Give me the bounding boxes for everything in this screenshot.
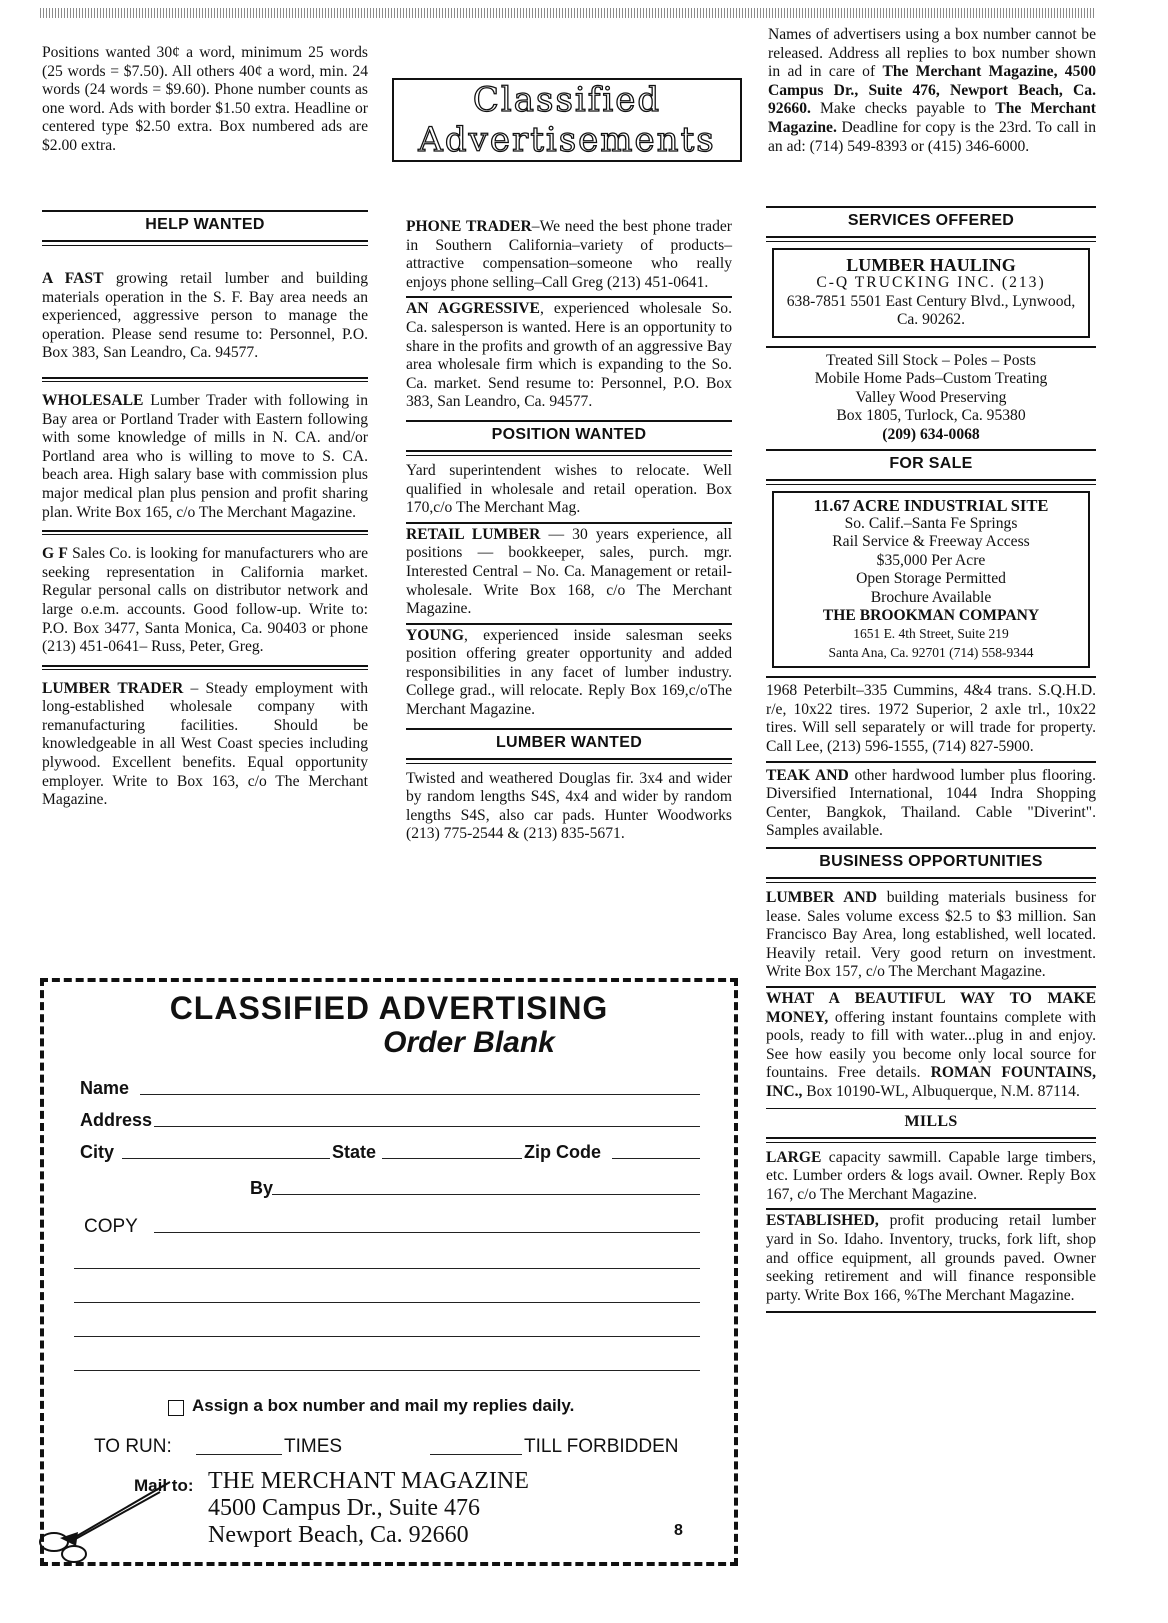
copy-field-line-3[interactable] bbox=[74, 1302, 700, 1303]
ad-company: ROMAN FOUNTAINS, INC., bbox=[766, 1064, 1096, 1100]
column-middle bbox=[406, 218, 732, 848]
site-line: Open Storage Permitted bbox=[856, 570, 1006, 588]
ad-phone-trader bbox=[406, 218, 732, 296]
order-blank-form bbox=[40, 978, 738, 1566]
title-line-2: Advertisements bbox=[418, 120, 716, 160]
sill-line: Box 1805, Turlock, Ca. 95380 bbox=[836, 407, 1026, 425]
mail-name: THE MERCHANT MAGAZINE bbox=[208, 1468, 529, 1494]
ad-teak bbox=[766, 767, 1096, 845]
state-label: State bbox=[332, 1142, 377, 1162]
ad-body: building materials business for lease. Sales volume excess $2.5 to $3 million. San Francisco Bay Area, long established, well located. Heavily retail. Very good return on investment. Write Box 157, c/o The Merchant Magazine. bbox=[766, 889, 1096, 981]
ad-industrial-site bbox=[772, 491, 1090, 669]
ad-lumber-hauling bbox=[772, 248, 1090, 338]
ad-lead: RETAIL LUMBER bbox=[406, 525, 541, 543]
mail-address-1: 4500 Campus Dr., Suite 476 bbox=[208, 1495, 481, 1521]
section-heading-services bbox=[766, 206, 1096, 238]
city-field[interactable] bbox=[122, 1158, 330, 1159]
mail-address-block bbox=[208, 1468, 529, 1549]
mills-heading: MILLS bbox=[904, 1112, 958, 1130]
ad-body: — 30 years experience, all positions — bookkeeper, sales, purch. mgr. Interested Central – No. Ca. Management or retail-wholesale. Write Box 168, c/o The Merchant Magazine. bbox=[406, 525, 732, 618]
services-offered-heading: SERVICES OFFERED bbox=[847, 212, 1015, 229]
column-help-wanted bbox=[42, 210, 368, 814]
ad-body: , experienced inside salesman seeks position offering greater opportunity and added responsibilities in any facet of lumber industry. College grad., will relocate. Reply Box 169,c/oThe Merchant Magazine. bbox=[406, 626, 732, 719]
sill-line: Mobile Home Pads–Custom Treating bbox=[814, 370, 1048, 388]
ad-fountains bbox=[766, 990, 1096, 1106]
ad-lead: G F bbox=[42, 545, 68, 563]
top-border-strip bbox=[40, 8, 1096, 18]
position-wanted-heading: POSITION WANTED bbox=[491, 425, 647, 443]
ad-established bbox=[766, 1212, 1096, 1309]
sill-line: Treated Sill Stock – Poles – Posts bbox=[826, 351, 1036, 369]
checkbox-label: Assign a box number and mail my replies daily. bbox=[192, 1396, 575, 1415]
by-field[interactable] bbox=[272, 1194, 700, 1195]
times-label: TIMES bbox=[284, 1436, 343, 1457]
ad-lead: AN AGGRESSIVE bbox=[406, 300, 540, 318]
section-heading-for-sale bbox=[766, 449, 1096, 481]
ad-lead: LUMBER TRADER bbox=[42, 679, 184, 697]
section-heading-help-wanted bbox=[42, 210, 368, 242]
site-line: Brochure Available bbox=[870, 588, 992, 606]
sill-phone: (209) 634-0068 bbox=[882, 426, 980, 443]
advertiser-info-text bbox=[768, 26, 1096, 156]
ad-lumber-and bbox=[766, 889, 1096, 986]
copy-field-line-2[interactable] bbox=[74, 1268, 700, 1269]
zip-field[interactable] bbox=[612, 1158, 700, 1159]
ad-valley-wood bbox=[766, 352, 1096, 445]
hauling-title: LUMBER HAULING bbox=[846, 255, 1016, 275]
site-line: Rail Service & Freeway Access bbox=[832, 533, 1030, 551]
ad-gf-sales bbox=[42, 545, 368, 661]
ad-body: capacity sawmill. Capable large timbers, etc. Lumber orders & logs avail. Owner. Reply Box 167, c/o The Merchant Magazine. bbox=[766, 1148, 1096, 1203]
ad-body: Yard superintendent wishes to relocate. Well qualified in wholesale and retail operation. Box 170,c/o The Merchant Mag. bbox=[406, 461, 732, 517]
ad-an-aggressive bbox=[406, 300, 732, 416]
times-field[interactable] bbox=[196, 1454, 282, 1455]
ad-yard-superintendent bbox=[406, 462, 732, 522]
info-address: The Merchant Magazine, 4500 Campus Dr., Suite 476, Newport Beach, Ca. 92660. bbox=[768, 63, 1096, 118]
ad-lead: LARGE bbox=[766, 1148, 822, 1166]
city-label: City bbox=[80, 1142, 115, 1162]
copy-field-line-5[interactable] bbox=[74, 1370, 700, 1371]
business-opportunities-heading: BUSINESS OPPORTUNITIES bbox=[819, 853, 1043, 870]
sill-line: Valley Wood Preserving bbox=[855, 388, 1007, 406]
site-address: 1651 E. 4th Street, Suite 219 bbox=[853, 626, 1009, 642]
rates-text: Positions wanted 30¢ a word, minimum 25 words (25 words = $7.50). All others 40¢ a word, min. 24 words (24 words = $9.60). Phone number counts as one word. Ads with border $1.50 extra. Headline or centered type $2.50 extra. Box numbered ads are $2.00 extra. bbox=[42, 44, 368, 154]
site-company: THE BROOKMAN COMPANY bbox=[822, 607, 1040, 625]
ad-lead: PHONE TRADER bbox=[406, 218, 532, 235]
info-text-3: Deadline for copy is the 23rd. To call in an ad: (714) 549-8393 or (415) 346-6000. bbox=[768, 118, 1096, 155]
till-forbidden-label: TILL FORBIDDEN bbox=[524, 1436, 679, 1457]
section-heading-position-wanted bbox=[406, 420, 732, 452]
ad-lead: TEAK AND bbox=[766, 766, 849, 784]
info-text-2: Make checks payable to bbox=[810, 100, 996, 118]
ad-lead: ESTABLISHED, bbox=[766, 1212, 879, 1230]
ad-lead: YOUNG bbox=[406, 626, 465, 644]
name-field[interactable] bbox=[140, 1094, 700, 1095]
forbidden-field[interactable] bbox=[430, 1454, 522, 1455]
mail-to-label: Mail to: bbox=[134, 1476, 194, 1495]
zip-label: Zip Code bbox=[524, 1142, 601, 1162]
ad-lead: WHAT A BEAUTIFUL WAY TO MAKE MONEY, bbox=[766, 989, 1096, 1026]
order-form-subtitle: Order Blank bbox=[383, 1026, 555, 1059]
info-text-1: Names of advertisers using a box number cannot be released. Address all replies to box number shown in ad in care of bbox=[768, 26, 1096, 81]
lumber-wanted-heading: LUMBER WANTED bbox=[495, 733, 643, 751]
ad-lumber-wanted: Twisted and weathered Douglas fir. 3x4 and wider by random lengths S4S, 4x4 and wider by random lengths S4S, also car pads. Hunter Woodworks (213) 775-2544 & (213) 835-5671. bbox=[406, 769, 732, 843]
info-payee: The Merchant Magazine. bbox=[768, 100, 1096, 136]
scissors-icon bbox=[30, 1480, 180, 1570]
address-field[interactable] bbox=[154, 1126, 700, 1127]
by-label: By bbox=[250, 1178, 274, 1198]
order-form-title: CLASSIFIED ADVERTISING bbox=[169, 990, 609, 1026]
for-sale-heading: FOR SALE bbox=[889, 454, 973, 472]
copy-field-line-4[interactable] bbox=[74, 1336, 700, 1337]
ad-body: Lumber Trader with following in Bay area or Portland Trader with Eastern following with some knowledge of mills in N. CA. and/or Portland area who is willing to move to S. CA. beach area. High salary base with commission plus major medical plan plus pension and profit sharing plan. Write Box 165, c/o The Merchant Magazine. bbox=[42, 391, 368, 521]
name-label: Name bbox=[80, 1078, 130, 1098]
box-number-checkbox[interactable] bbox=[168, 1400, 184, 1416]
title-line-1: Classified bbox=[472, 80, 662, 120]
ad-lead: LUMBER AND bbox=[766, 889, 878, 906]
state-field[interactable] bbox=[382, 1158, 522, 1159]
ad-body: other hardwood lumber plus flooring. Diversified International, 1044 Indra Shopping Center, Bangkok, Thailand. Cable "Diverint". Samples available. bbox=[766, 766, 1096, 840]
page-number: 8 bbox=[674, 1522, 683, 1539]
section-heading-lumber-wanted bbox=[406, 728, 732, 760]
ad-body: profit producing retail lumber yard in So. Idaho. Inventory, trucks, fork lift, shop and office equipment, all grounds paved. Owner seeking retirement and will finance responsible party. Write Box 166, %The Merchant Magazine. bbox=[766, 1212, 1096, 1304]
ad-lead: WHOLESALE bbox=[42, 391, 144, 409]
section-heading-business bbox=[766, 847, 1096, 879]
ad-large-sawmill bbox=[766, 1149, 1096, 1209]
ad-body: Sales Co. is looking for manufacturers who are seeking representation in California market. Regular personal calls on distributor network and large o.e.m. accounts. Good follow-up. Write to: P.O. Box 3477, Santa Monica, Ca. 90403 or phone (213) 451-0641– Russ, Peter, Greg. bbox=[42, 545, 368, 656]
hauling-address: 638-7851 5501 East Century Blvd., Lynwood, Ca. 90262. bbox=[786, 292, 1076, 329]
address-label: Address bbox=[80, 1110, 153, 1130]
to-run-label: TO RUN: bbox=[94, 1436, 172, 1457]
ad-a-fast bbox=[42, 270, 368, 367]
section-heading-mills bbox=[766, 1108, 1096, 1139]
classified-title-box bbox=[392, 78, 742, 162]
site-line: $35,000 Per Acre bbox=[876, 551, 986, 569]
ad-body: growing retail lumber and building materials operation in the S. F. Bay area needs an experienced, aggressive person to manage the operation. Please send resume to: Personnel, P.O. Box 383, San Leandro, Ca. 94577. bbox=[42, 270, 368, 362]
ad-body: , experienced wholesale So. Ca. salesperson is wanted. Here is an opportunity to share in the profits and growth of an aggressive Bay area wholesale firm which is expanding to the So. Ca. market. Send resume to: Personnel, P.O. Box 383, San Leandro, Ca. 94577. bbox=[406, 300, 732, 411]
ad-lead: A FAST bbox=[42, 270, 104, 287]
ad-wholesale bbox=[42, 392, 368, 526]
ad-body: offering instant fountains complete with pools, ready to fill with water...plug in and enjoy. See how easily you become only local source for fountains. Free details. bbox=[766, 1008, 1096, 1082]
help-wanted-heading: HELP WANTED bbox=[145, 216, 265, 233]
ad-body: – Steady employment with long-established wholesale company with remanufacturing facilities. Should be knowledgeable in all West Coast species including plywood. Excellent benefits. Equal opportunity employer. Write to Box 163, c/o The Merchant Magazine. bbox=[42, 679, 368, 809]
site-title: 11.67 ACRE INDUSTRIAL SITE bbox=[813, 495, 1049, 515]
ad-body: Box 10190-WL, Albuquerque, N.M. 87114. bbox=[802, 1082, 1080, 1100]
copy-label: COPY bbox=[84, 1216, 138, 1237]
column-right bbox=[766, 206, 1096, 1313]
ad-retail-lumber bbox=[406, 526, 732, 623]
site-contact: Santa Ana, Ca. 92701 (714) 558-9344 bbox=[828, 644, 1034, 660]
copy-field-line-1[interactable] bbox=[154, 1232, 700, 1233]
ad-young bbox=[406, 627, 732, 724]
ad-body: –We need the best phone trader in Southern California–variety of products–attractive compensation–someone who really enjoys phone selling–Call Greg (213) 451-0641. bbox=[406, 218, 732, 291]
ad-lumber-trader bbox=[42, 680, 368, 814]
ad-peterbilt: 1968 Peterbilt–335 Cummins, 4&4 trans. S.Q.H.D. r/e, 10x22 tires. 1972 Superior, 2 axle trl., 10x22 tires. Will sell separately or will trade for property. Call Lee, (213) 596-1555, (714) 827-5900. bbox=[766, 682, 1096, 756]
mail-address-2: Newport Beach, Ca. 92660 bbox=[208, 1522, 469, 1548]
hauling-company: C-Q TRUCKING INC. (213) bbox=[816, 274, 1046, 292]
site-line: So. Calif.–Santa Fe Springs bbox=[844, 515, 1018, 532]
